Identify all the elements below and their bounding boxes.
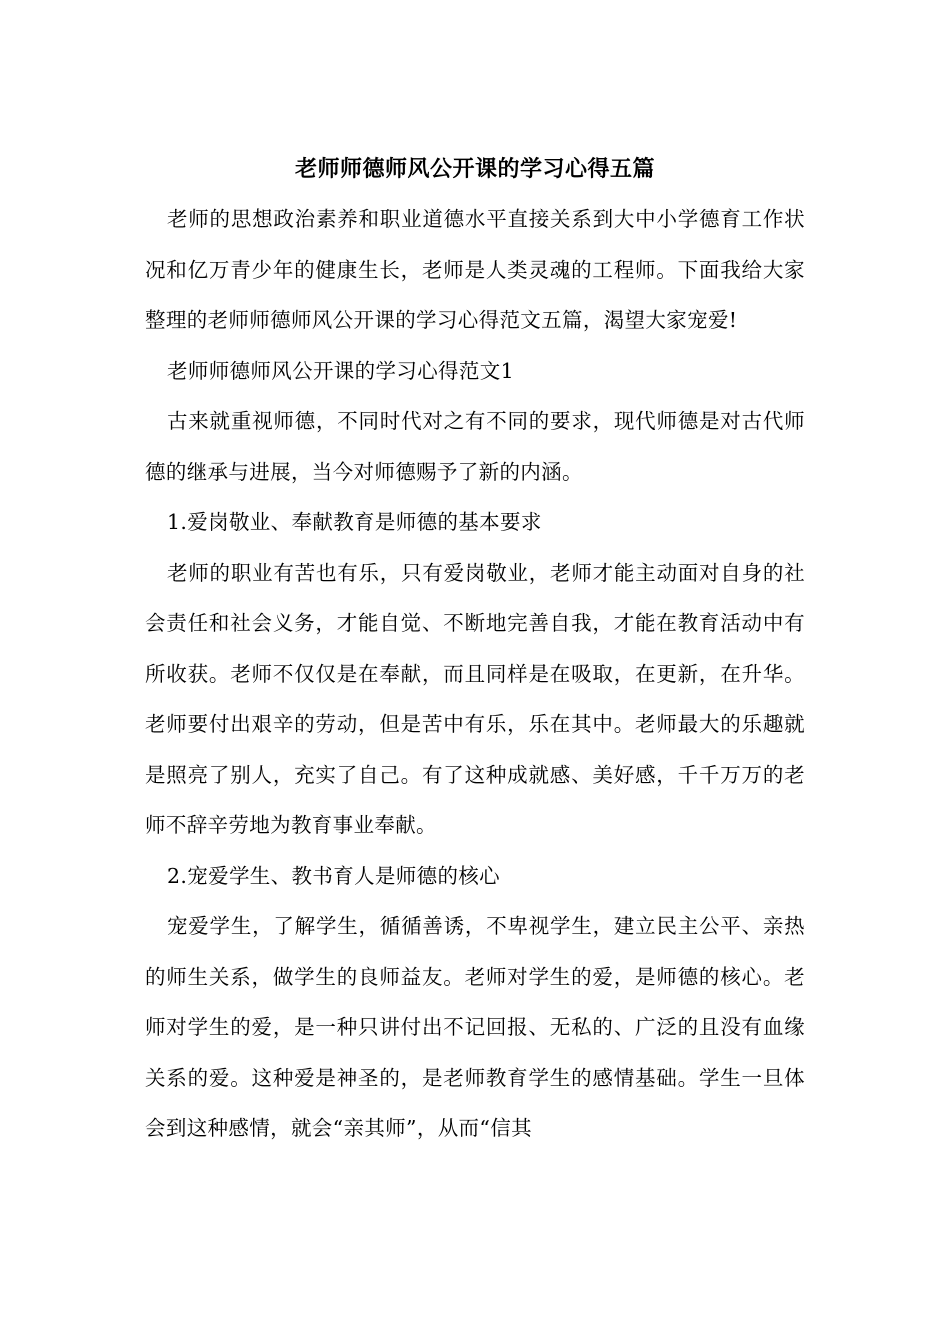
document-title: 老师师德师风公开课的学习心得五篇 <box>294 157 655 182</box>
body-paragraph: 古来就重视师德，不同时代对之有不同的要求，现代师德是对古代师德的继承与进展，当今对师德赐予了新的内涵。 <box>145 409 805 484</box>
section-heading: 1.爱岗敬业、奉献教育是师德的基本要求 <box>167 510 542 534</box>
document-body <box>145 150 805 1154</box>
body-paragraph: 老师的职业有苦也有乐，只有爱岗敬业，老师才能主动面对自身的社会责任和社会义务，才能自觉、不断地完善自我，才能在教育活动中有所收获。老师不仅仅是在奉献，而且同样是在吸取，在更新，在升华。老师要付出艰辛的劳动，但是苦中有乐，乐在其中。老师最大的乐趣就是照亮了别人，充实了自己。有了这种成就感、美好感，千千万万的老师不辞辛劳地为教育事业奉献。 <box>145 560 805 837</box>
intro-paragraph: 老师的思想政治素养和职业道德水平直接关系到大中小学德育工作状况和亿万青少年的健康生长，老师是人类灵魂的工程师。下面我给大家整理的老师师德师风公开课的学习心得范文五篇，渴望大家宠爱! <box>145 207 805 332</box>
section-heading: 2.宠爱学生、教书育人是师德的核心 <box>167 863 501 888</box>
body-paragraph: 宠爱学生，了解学生，循循善诱，不卑视学生，建立民主公平、亲热的师生关系，做学生的良师益友。老师对学生的爱，是师德的核心。老师对学生的爱，是一种只讲付出不记回报、无私的、广泛的且没有血缘关系的爱。这种爱是神圣的，是老师教育学生的感情基础。学生一旦体会到这种感情，就会“亲其师”，从而“信其 <box>145 914 805 1140</box>
essay-heading: 老师师德师风公开课的学习心得范文1 <box>167 358 514 383</box>
